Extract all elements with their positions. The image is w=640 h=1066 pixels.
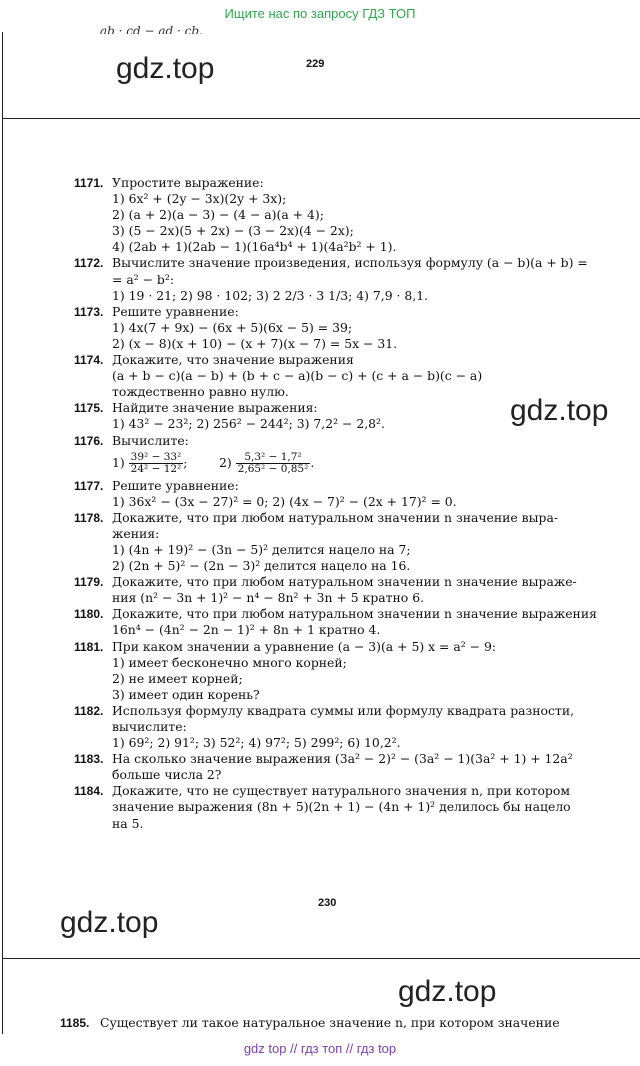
fraction-line [112, 449, 594, 478]
problem-line: = a² − b²: [112, 271, 175, 287]
problem-number: 1178. [74, 510, 104, 525]
problem-1185 [60, 1015, 620, 1030]
problem-line: вычислите: [112, 719, 187, 734]
problem-1171 [74, 175, 594, 255]
problem-number: 1177. [74, 478, 104, 493]
problem-line: больше числа 2? [112, 767, 222, 783]
cut-text-top: ab · cd − ad · cb. [100, 24, 203, 34]
problem-body [112, 433, 594, 478]
problem-number: 1181. [74, 639, 104, 654]
item-label: 1) [112, 454, 125, 470]
problem-body [112, 510, 594, 574]
problem-number: 1183. [74, 752, 104, 767]
left-border-line [2, 32, 3, 1034]
problem-1177 [74, 478, 594, 510]
footer-links: gdz top // гдз топ // гдз top [243, 1041, 397, 1056]
problem-line: 2) (x − 8)(x + 10) − (x + 7)(x − 7) = 5x − 31. [112, 335, 398, 351]
problem-body [112, 478, 594, 510]
denominator: 2,65² − 0,85² [237, 462, 309, 475]
problem-line: При каком значении a уравнение (a − 3)(a + 5) x = a² − 9: [112, 638, 497, 654]
item-label: 2) [219, 454, 232, 470]
problem-line: 1) (4n + 19)² − (3n − 5)² делится нацело на 7; [112, 541, 411, 557]
top-banner: Ищите нас по запросу ГДЗ ТОП [224, 6, 416, 21]
problem-line: 4) (2ab + 1)(2ab − 1)(16a⁴b⁴ + 1)(4a²b² + 1). [112, 239, 397, 255]
problem-line: тождественно равно нулю. [112, 384, 289, 400]
watermark-3: gdz.top [60, 906, 159, 939]
problem-body [112, 255, 594, 303]
problem-body [112, 574, 594, 606]
problem-text: Существует ли такое натуральное значение n, при котором значение [100, 1015, 560, 1030]
problem-line: 1) 6x² + (2y − 3x)(2y + 3x); [112, 191, 287, 207]
problem-line: 16n⁴ − (4n² − 2n − 1)² + 8n + 1 кратно 4. [112, 622, 381, 638]
page-number-230: 230 [318, 897, 337, 909]
watermark-4: gdz.top [398, 975, 497, 1008]
problem-line: Докажите, что не существует натурального значения n, при котором [112, 783, 570, 799]
problem-number: 1171. [74, 176, 104, 190]
watermark-2: gdz.top [510, 394, 609, 427]
problem-1179 [74, 574, 594, 606]
problem-line: 2) не имеет корней; [112, 670, 243, 686]
problem-line: (a + b − c)(a − b) + (b + c − a)(b − c) + (c + a − b)(c − a) [112, 368, 483, 384]
numerator: 39² − 33² [130, 450, 182, 463]
problem-line: Вычислите: [112, 432, 189, 448]
problem-line: 1) 36x² − (3x − 27)² = 0; 2) (4x − 7)² − (2x + 17)² = 0. [112, 493, 457, 509]
problem-line: На сколько значение выражения (3a² − 2)² − (3a² − 1)(3a² + 1) + 12a² [112, 751, 573, 767]
problem-number: 1182. [74, 703, 104, 718]
problem-line: Используя формулу квадрата суммы или формулу квадрата разности, [112, 702, 575, 718]
separator: ; [183, 454, 188, 470]
problem-1181 [74, 639, 594, 703]
problem-1178 [74, 510, 594, 574]
problem-body [112, 703, 594, 751]
problem-line: Найдите значение выражения: [112, 400, 318, 416]
problem-number: 1175. [74, 401, 104, 416]
problem-body [112, 352, 594, 400]
problem-1183 [74, 751, 594, 783]
problem-line: 2) (a + 2)(a − 3) − (4 − a)(a + 4); [112, 207, 324, 223]
problem-number: 1176. [74, 433, 104, 448]
problem-number: 1184. [74, 784, 104, 799]
problem-line: Вычислите значение произведения, используя формулу (a − b)(a + b) = [112, 255, 588, 271]
problem-line: Решите уравнение: [112, 477, 239, 493]
problem-1174 [74, 352, 594, 400]
separator: . [310, 454, 315, 470]
problem-line: 3) (5 − 2x)(5 + 2x) − (3 − 2x)(4 − 2x); [112, 223, 354, 239]
problem-line: Упростите выражение: [112, 175, 264, 190]
problem-line: ния (n² − 3n + 1)² − n⁴ − 8n² + 3n + 5 кратно 6. [112, 590, 425, 606]
problem-number: 1180. [74, 607, 104, 622]
problem-body [112, 639, 594, 703]
problem-number: 1174. [74, 353, 104, 368]
problem-1173 [74, 304, 594, 352]
problem-line: на 5. [112, 815, 144, 831]
problem-1184 [74, 783, 594, 831]
problem-line: Докажите, что при любом натуральном значении n значение выражения [112, 606, 597, 622]
problem-number: 1173. [74, 304, 104, 319]
numerator: 5,3² − 1,7² [236, 452, 311, 464]
problem-line: Решите уравнение: [112, 303, 239, 319]
problem-line: 1) 19 · 21; 2) 98 · 102; 3) 2 2/3 · 3 1/3; 4) 7,9 · 8,1. [112, 287, 429, 303]
problem-1182 [74, 703, 594, 751]
problem-1172 [74, 255, 594, 303]
problem-line: 1) 43² − 23²; 2) 256² − 244²; 3) 7,2² − 2,8². [112, 416, 385, 432]
problem-1180 [74, 606, 597, 638]
problem-line: Докажите, что значение выражения [112, 352, 354, 368]
problem-line: 3) имеет один корень? [112, 686, 260, 702]
problem-number: 1172. [74, 256, 104, 271]
problem-body [112, 175, 594, 255]
problem-body [112, 783, 594, 831]
problem-body [112, 304, 594, 352]
page-divider-top [2, 118, 640, 119]
problems-list [74, 175, 597, 832]
problem-line: 1) имеет бесконечно много корней; [112, 654, 347, 670]
fraction-1 [129, 452, 184, 475]
problem-line: Докажите, что при любом натуральном значении n значение выра- [112, 509, 559, 525]
problem-body [112, 606, 597, 638]
problem-1175 [74, 400, 594, 432]
page-number-229: 229 [306, 58, 325, 70]
fraction-2 [236, 452, 311, 475]
problem-body [112, 400, 594, 432]
problem-line: Докажите, что при любом натуральном значении n значение выраже- [112, 574, 577, 590]
problem-line: жения: [112, 525, 160, 541]
denominator: 24² − 12² [130, 462, 182, 475]
problem-1176 [74, 433, 594, 478]
problem-line: 2) (2n + 5)² − (2n − 3)² делится нацело на 16. [112, 558, 411, 574]
problem-line: 1) 4x(7 + 9x) − (6x + 5)(6x − 5) = 39; [112, 319, 353, 335]
problem-line: значение выражения (8n + 5)(2n + 1) − (4n + 1)² делилось бы нацело [112, 799, 571, 815]
problem-number: 1179. [74, 575, 104, 590]
page-divider-bottom [2, 958, 640, 959]
problem-number: 1185. [60, 1016, 90, 1030]
problem-body [112, 751, 594, 783]
problem-line: 1) 69²; 2) 91²; 3) 52²; 4) 97²; 5) 299²; 6) 10,2². [112, 735, 401, 751]
watermark-1: gdz.top [116, 52, 215, 85]
